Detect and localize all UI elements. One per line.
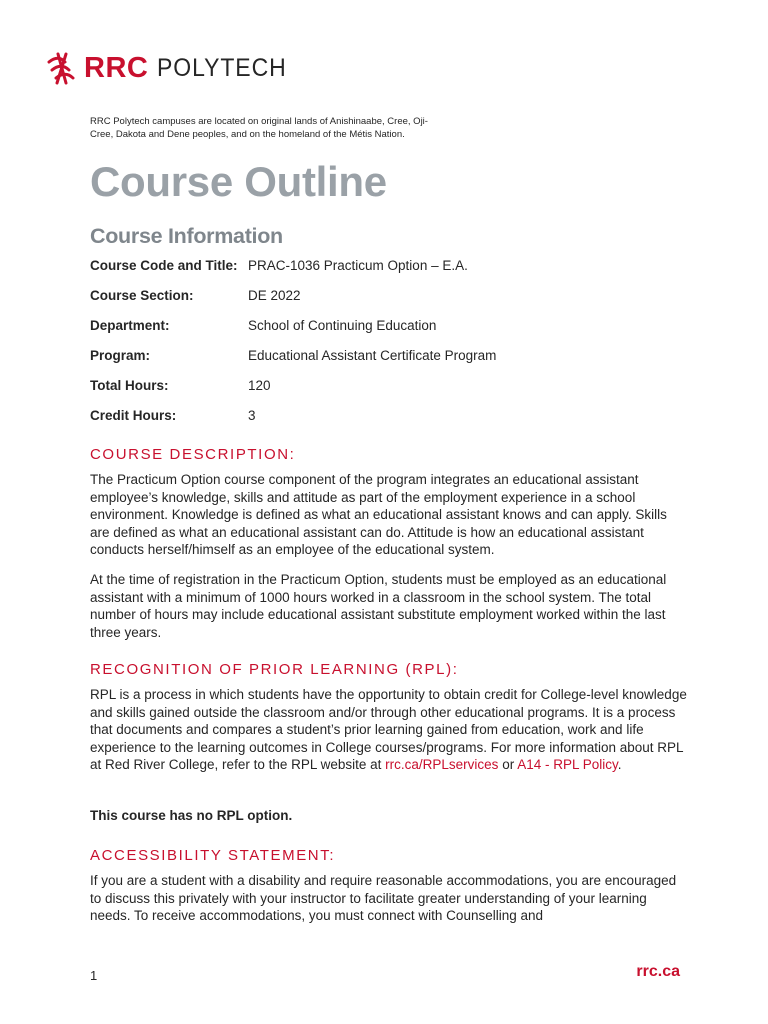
- course-description-heading: COURSE DESCRIPTION:: [90, 446, 296, 463]
- rpl-heading: RECOGNITION OF PRIOR LEARNING (RPL):: [90, 661, 459, 678]
- department-label: Department:: [90, 318, 170, 333]
- course-section-value: DE 2022: [248, 288, 301, 303]
- no-rpl-note: This course has no RPL option.: [90, 808, 293, 823]
- program-label: Program:: [90, 348, 151, 363]
- land-acknowledgement: RRC Polytech campuses are located on original lands of Anishinaabe, Cree, Oji-Cree, Dakota and Dene peoples, and on the homeland of the Métis Nation.: [90, 116, 428, 140]
- logo-rrc-text: RRC: [84, 51, 149, 84]
- course-description-paragraph-1: The Practicum Option course component of the program integrates an educational assistant employee’s knowledge, skills and attitude as part of the employment experience in a school environment. Knowledge is defined as what an educational assistant knows and can apply. Skills are defined as what an educational assistant can do. Attitude is how an educational assistant conducts herself/himself as an employee of the educational system.: [90, 472, 667, 557]
- credit-hours-label: Credit Hours:: [90, 408, 177, 423]
- accessibility-paragraph: If you are a student with a disability and require reasonable accommodations, you are encouraged to discuss this privately with your instructor to facilitate greater understanding of your learning needs. To receive accommodations, you must connect with Counselling and: [90, 873, 677, 923]
- rpl-services-link[interactable]: rrc.ca/RPLservices: [385, 757, 499, 772]
- footer-site-link[interactable]: rrc.ca: [636, 963, 680, 980]
- rrc-polytech-logo: [46, 48, 298, 88]
- program-value: Educational Assistant Certificate Program: [248, 348, 497, 363]
- rrc-logo-mark-icon: [46, 48, 78, 88]
- course-description-paragraph-2: At the time of registration in the Practicum Option, students must be employed as an educational assistant with a minimum of 1000 hours worked in a classroom in the school system. The total number of hours may include educational assistant substitute employment worked within the last three years.: [90, 572, 667, 640]
- logo-polytech-text: POLYTECH: [157, 53, 287, 82]
- total-hours-value: 120: [248, 378, 271, 393]
- course-code-label: Course Code and Title:: [90, 258, 238, 273]
- total-hours-label: Total Hours:: [90, 378, 169, 393]
- course-code-value: PRAC-1036 Practicum Option – E.A.: [248, 258, 468, 273]
- page-number: 1: [90, 968, 98, 983]
- page-title: Course Outline: [90, 158, 387, 205]
- rpl-or-text: or: [502, 757, 515, 772]
- rpl-policy-link[interactable]: A14 - RPL Policy: [517, 757, 618, 772]
- rpl-paragraph-text: RPL is a process in which students have the opportunity to obtain credit for College-level knowledge and skills gained outside the classroom and/or through other educational programs. It is a process that documents and compares a student’s prior learning gained from education, work and life experience to the learning outcomes in College courses/programs. For more information about RPL at Red River College, refer to the RPL website at: [90, 687, 687, 772]
- rpl-paragraph: [90, 686, 690, 774]
- course-section-label: Course Section:: [90, 288, 194, 303]
- accessibility-heading: ACCESSIBILITY STATEMENT:: [90, 847, 336, 864]
- rpl-period: .: [617, 757, 622, 772]
- credit-hours-value: 3: [248, 408, 256, 423]
- department-value: School of Continuing Education: [248, 318, 437, 333]
- course-info-heading: Course Information: [90, 224, 283, 248]
